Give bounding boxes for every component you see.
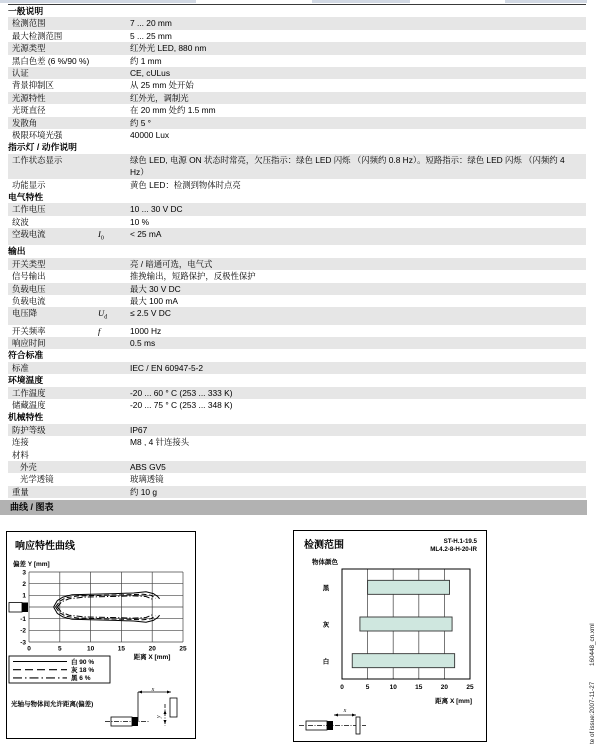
spec-row [8,129,586,141]
spec-label: 极限环境光强 [12,130,63,141]
spec-value: 10 ... 30 V DC [130,204,183,215]
spec-row [8,203,586,215]
spec-value: ABS GV5 [130,461,166,472]
spec-value: 在 20 mm 处约 1.5 mm [130,105,216,116]
spec-row [8,79,586,91]
legend-label: 灰 18 % [71,667,95,674]
spec-value: 约 10 g [130,486,158,497]
spec-label: 工作状态显示 [12,154,63,165]
curves-section-bar: 曲线 / 图表 [0,500,587,515]
svg-text:25: 25 [179,645,187,653]
spec-symbol [98,203,130,215]
svg-text:0: 0 [27,645,31,653]
spec-label: 开关类型 [12,258,46,269]
spec-row [8,486,586,498]
spec-row [8,154,586,179]
response-curve-chart [7,532,195,738]
spec-value: 绿色 LED, 电源 ON 状态时常亮，欠压指示：绿色 LED 闪烁 （闪频约 0.8 Hz）。短路指示：绿色 LED 闪烁 （闪频约 4 Hz） [130,154,565,178]
sensor-icon [9,603,28,613]
spec-label: 黑白色差 (6 %/90 %) [12,55,90,66]
spec-row [8,325,586,337]
section-header: 符合标准 [8,350,44,361]
spec-symbol [98,216,130,228]
spec-label: 负载电流 [12,296,46,306]
dim-x-label: x [343,708,347,714]
spec-label: 认证 [12,68,29,79]
range-bar [368,580,450,594]
spec-symbol [98,283,130,295]
spec-symbol: f [98,325,101,336]
spec-row [8,42,586,54]
spec-row [8,295,586,307]
spec-row [8,362,586,374]
spec-symbol [98,436,130,448]
spec-label: 材料 [12,449,29,460]
spec-value: 推挽输出，短路保护，反极性保护 [130,271,256,282]
curve-plot-area [20,569,187,652]
spec-row [8,337,586,349]
category-label: 白 [322,658,330,666]
svg-text:1: 1 [22,592,26,600]
spec-value: 最大 100 mA [130,296,178,306]
side-note-date: te of issue:2007-11-27 [589,681,596,744]
spec-label: 外壳 [20,461,37,472]
y-axis-label: 物体颜色 [312,559,338,566]
spec-value: 最大 30 V DC [130,283,181,294]
spec-label: 响应时间 [12,337,46,348]
spec-value: CE, cULus [130,68,171,79]
svg-text:2: 2 [22,580,26,588]
section-header: 环境温度 [8,375,44,386]
svg-text:20: 20 [440,684,449,691]
spec-label: 储藏温度 [12,399,46,410]
svg-text:15: 15 [415,684,423,691]
spec-symbol [98,461,130,473]
spec-row [8,449,586,461]
side-note [589,609,596,744]
spec-value: -20 ... 60 ° C (253 ... 333 K) [130,387,233,398]
spec-row [8,228,586,245]
spec-value: 1000 Hz [130,325,162,336]
spec-label: 标准 [12,362,29,373]
spec-row [8,67,586,79]
spec-symbol [98,117,130,129]
top-edge-artifact [0,0,196,3]
spec-value: -20 ... 75 ° C (253 ... 348 K) [130,399,233,410]
chart-title: 检测范围 [304,540,344,551]
spec-row [8,117,586,129]
range-bar [360,617,452,631]
spec-value: ≤ 2.5 V DC [130,308,171,319]
legend-label: 黑 6 % [71,675,91,683]
spec-label: 光斑直径 [12,105,46,116]
svg-text:20: 20 [148,645,156,653]
spec-row [8,283,586,295]
spec-label: 防护等级 [12,424,46,435]
x-axis-label: 距离 X [mm] [435,698,472,705]
detection-range-chart [294,531,486,741]
spec-label: 检测范围 [12,18,46,29]
spec-value: < 25 mA [130,229,162,240]
spec-symbol [98,154,130,179]
offset-dimension-diagram [105,687,177,726]
spec-symbol [98,270,130,282]
spec-row [8,461,586,473]
spec-symbol [98,258,130,270]
spec-label: 最大检测范围 [12,30,63,41]
spec-table [8,4,586,498]
spec-symbol [98,399,130,411]
category-label: 黑 [322,584,330,592]
chart-title: 响应特性曲线 [15,541,75,552]
spec-symbol: $U_d$ [98,308,108,322]
spec-symbol [98,337,130,349]
spec-value: 黄色 LED：检测到物体时点亮 [130,179,241,190]
svg-text:3: 3 [22,569,26,577]
spec-row [8,387,586,399]
spec-row [8,424,586,436]
spec-value: IP67 [130,424,148,435]
spec-label: 光源类型 [12,43,46,54]
spec-label: 工作电压 [12,204,46,215]
svg-text:-2: -2 [20,627,26,635]
spec-row [8,399,586,411]
sensor-dimension-diagram [299,708,366,734]
spec-symbol [98,449,130,461]
response-curve-panel [6,531,196,739]
spec-symbol [98,179,130,191]
spec-row [8,30,586,42]
svg-text:0: 0 [340,684,344,691]
spec-label: 开关频率 [12,325,46,336]
spec-label: 光源特性 [12,92,46,103]
spec-label: 发散角 [12,117,38,128]
model-line-1: ST-H.1-19.5 [443,538,477,545]
section-header: 机械特性 [8,412,44,423]
top-edge-artifact [312,0,410,3]
spec-symbol [98,92,130,104]
legend-label: 白 90 % [71,658,95,666]
detection-range-panel [293,530,487,742]
spec-value: 7 ... 20 mm [130,18,172,29]
spec-symbol [98,129,130,141]
chart-caption: 光轴与物体间允许距离(偏差) [11,701,94,708]
spec-symbol [98,79,130,91]
legend [9,656,110,683]
section-header: 电气特性 [8,192,44,203]
svg-text:-3: -3 [20,639,26,647]
bar-plot-area [323,569,474,691]
spec-value: 40000 Lux [130,130,170,141]
spec-value: M8 , 4 针连接头 [130,437,190,448]
spec-symbol [98,67,130,79]
spec-row [8,258,586,270]
spec-label: 重量 [12,486,29,497]
x-axis-label: 距离 X [mm] [133,654,171,661]
svg-text:25: 25 [466,684,474,691]
spec-label: 工作温度 [12,387,46,398]
spec-value: 玻璃透镜 [130,474,164,485]
spec-symbol [98,424,130,436]
spec-row [8,216,586,228]
spec-symbol [98,362,130,374]
spec-value [130,449,586,461]
spec-row [8,92,586,104]
svg-text:-1: -1 [20,615,26,623]
spec-value: 红外光 LED, 880 nm [130,43,207,54]
spec-value: 约 1 mm [130,55,162,66]
dim-y-label: y [156,715,162,718]
spec-value: 10 % [130,216,150,227]
spec-value: IEC / EN 60947-5-2 [130,362,204,373]
model-line-2: ML4.2-8-H-20-IR [430,546,477,553]
side-note-file: 160448_cn.xml [589,623,596,667]
spec-label: 空载电流 [12,229,46,240]
spec-row [8,473,586,485]
svg-text:15: 15 [117,645,126,653]
section-header: 指示灯 / 动作说明 [8,142,77,153]
spec-value: 5 ... 25 mm [130,30,172,41]
spec-row [8,307,586,324]
spec-label: 功能显示 [12,179,46,190]
spec-symbol [98,42,130,54]
spec-label: 负载电压 [12,283,46,294]
spec-label: 纹波 [12,216,29,227]
svg-text:5: 5 [57,645,62,653]
spec-label: 背景抑制区 [12,80,54,91]
y-axis-label: 偏差 Y [mm] [13,561,50,568]
spec-row [8,17,586,29]
spec-label: 信号输出 [12,271,46,282]
spec-value: 红外光，调制光 [130,92,189,103]
spec-row [8,270,586,282]
spec-symbol [98,104,130,116]
spec-row [8,436,586,448]
section-header: 一般说明 [8,6,44,16]
spec-label: 连接 [12,437,29,448]
spec-symbol [98,30,130,42]
spec-symbol [98,295,130,307]
spec-symbol [98,486,130,498]
spec-label: 光学透镜 [20,474,54,485]
top-edge-artifact [505,0,587,3]
spec-symbol [98,55,130,67]
spec-value: 约 5 ° [130,117,152,128]
category-label: 灰 [322,621,330,629]
svg-text:10: 10 [86,645,95,653]
spec-symbol: $I_0$ [98,229,104,242]
spec-row [8,179,586,191]
spec-symbol [98,473,130,485]
spec-value: 亮 / 暗通可选，电气式 [130,258,213,269]
spec-symbol [98,17,130,29]
spec-value: 0.5 ms [130,337,156,348]
spec-symbol [98,387,130,399]
svg-text:5: 5 [365,684,370,691]
spec-value: 从 25 mm 处开始 [130,80,194,91]
dim-x-label: x [151,687,155,693]
svg-text:10: 10 [389,684,397,691]
range-bar [352,654,454,668]
spec-row [8,55,586,67]
section-header: 输出 [8,246,26,257]
spec-label: 电压降 [12,308,38,319]
spec-row [8,104,586,116]
